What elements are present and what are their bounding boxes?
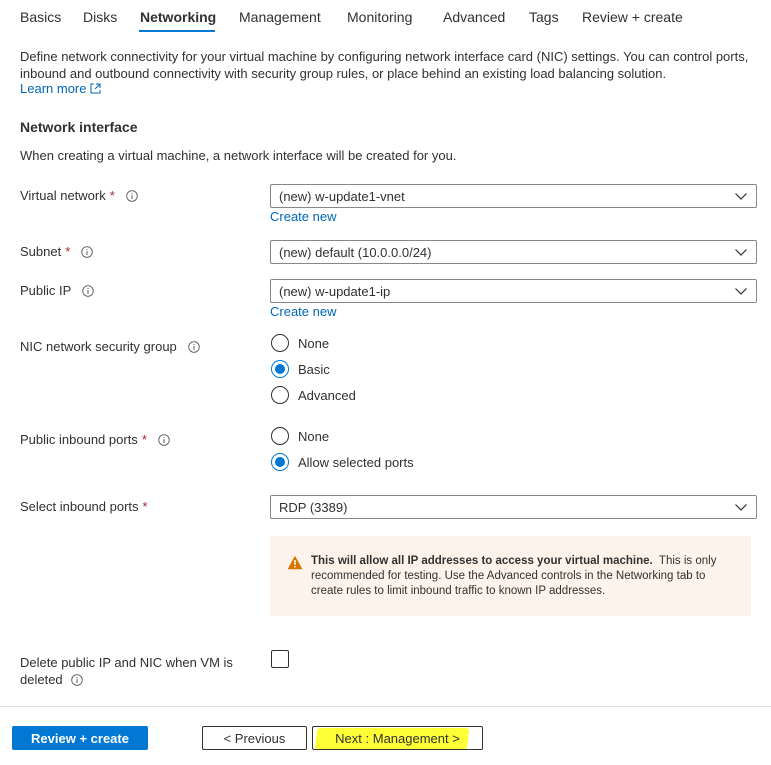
info-icon[interactable] — [82, 285, 94, 297]
radio-label: Allow selected ports — [298, 454, 414, 470]
virtual-network-value: (new) w-update1-vnet — [279, 188, 405, 204]
tab-review-create[interactable]: Review + create — [582, 9, 683, 25]
tab-monitoring[interactable]: Monitoring — [347, 9, 413, 25]
review-create-button[interactable]: Review + create — [12, 726, 148, 750]
subnet-label — [20, 243, 93, 260]
nic-nsg-radio-none[interactable] — [271, 334, 329, 352]
tab-management[interactable]: Management — [239, 9, 321, 25]
chevron-down-icon — [734, 284, 748, 298]
select-inbound-ports-dropdown[interactable] — [270, 495, 757, 519]
delete-public-ip-checkbox[interactable] — [271, 650, 289, 668]
warning-text: This is only recommended for testing. Use the Advanced controls in the Networking tab to create rules to limit inbound traffic to known IP addresses. — [311, 555, 717, 597]
tab-advanced[interactable]: Advanced — [443, 9, 506, 25]
required-asterisk: * — [109, 188, 115, 203]
create-new-public-ip-link[interactable]: Create new — [270, 304, 337, 319]
warning-message — [270, 536, 751, 616]
footer-divider — [0, 706, 771, 707]
nic-nsg-radio-basic[interactable] — [271, 360, 330, 378]
virtual-network-label — [20, 187, 138, 204]
active-tab-indicator — [139, 30, 215, 32]
inbound-ports-radio-none[interactable] — [271, 427, 329, 445]
chevron-down-icon — [734, 245, 748, 259]
warning-bold-text: This will allow all IP addresses to access your virtual machine. — [311, 555, 653, 567]
virtual-network-label-text: Virtual network — [20, 188, 106, 203]
tab-disks[interactable]: Disks — [83, 9, 118, 25]
next-management-button[interactable] — [312, 726, 483, 750]
public-inbound-ports-label-text: Public inbound ports — [20, 432, 138, 447]
public-ip-label — [20, 282, 94, 299]
info-icon[interactable] — [188, 341, 200, 353]
info-icon[interactable] — [126, 190, 138, 202]
virtual-network-dropdown[interactable] — [270, 184, 757, 208]
required-asterisk: * — [141, 432, 147, 447]
radio-label: None — [298, 428, 330, 444]
radio-label: Advanced — [298, 387, 356, 403]
select-inbound-ports-label — [20, 498, 148, 515]
delete-public-ip-label — [20, 654, 233, 688]
delete-label-line2: deleted — [20, 672, 63, 687]
radio-button — [271, 334, 289, 352]
section-title-network-interface: Network interface — [20, 119, 138, 135]
tab-bar — [0, 0, 771, 34]
required-asterisk: * — [142, 499, 148, 514]
chevron-down-icon — [734, 189, 748, 203]
nic-nsg-label — [20, 338, 200, 355]
external-link-icon — [90, 83, 101, 94]
intro-description: Define network connectivity for your virtual machine by configuring network interface card (NIC) settings. You can control ports, inbound and outbound connectivity with security group rules, or place behind an existing load balancing solution. — [20, 49, 749, 81]
select-inbound-ports-label-text: Select inbound ports — [20, 499, 139, 514]
info-icon[interactable] — [158, 434, 170, 446]
radio-button-selected — [271, 453, 289, 471]
delete-label-line1: Delete public IP and NIC when VM is — [20, 655, 233, 670]
subnet-label-text: Subnet — [20, 244, 62, 259]
radio-label: Basic — [298, 361, 330, 377]
section-description: When creating a virtual machine, a network interface will be created for you. — [20, 148, 457, 163]
radio-button — [271, 427, 289, 445]
public-ip-dropdown[interactable] — [270, 279, 757, 303]
info-icon[interactable] — [71, 674, 83, 686]
radio-button-selected — [271, 360, 289, 378]
info-icon[interactable] — [81, 246, 93, 258]
next-button-label: Next : Management > — [335, 730, 460, 746]
select-inbound-ports-value: RDP (3389) — [279, 499, 348, 515]
chevron-down-icon — [734, 500, 748, 514]
create-new-virtual-network-link[interactable]: Create new — [270, 209, 337, 224]
inbound-ports-radio-allow-selected[interactable] — [271, 453, 414, 471]
subnet-dropdown[interactable] — [270, 240, 757, 264]
nic-nsg-radio-advanced[interactable] — [271, 386, 356, 404]
delete-label-line2-row — [20, 671, 233, 688]
tab-basics[interactable]: Basics — [20, 9, 62, 25]
learn-more-label: Learn more — [20, 81, 87, 96]
radio-label: None — [298, 335, 330, 351]
tab-networking[interactable]: Networking — [140, 9, 217, 25]
subnet-value: (new) default (10.0.0.0/24) — [279, 244, 432, 260]
learn-more-link[interactable] — [20, 81, 101, 96]
previous-button[interactable]: < Previous — [202, 726, 307, 750]
tab-tags[interactable]: Tags — [529, 9, 559, 25]
radio-button — [271, 386, 289, 404]
warning-icon — [287, 555, 303, 570]
public-ip-value: (new) w-update1-ip — [279, 283, 391, 299]
required-asterisk: * — [65, 244, 71, 259]
public-inbound-ports-label — [20, 431, 170, 448]
nic-nsg-label-text: NIC network security group — [20, 339, 177, 354]
public-ip-label-text: Public IP — [20, 283, 72, 298]
